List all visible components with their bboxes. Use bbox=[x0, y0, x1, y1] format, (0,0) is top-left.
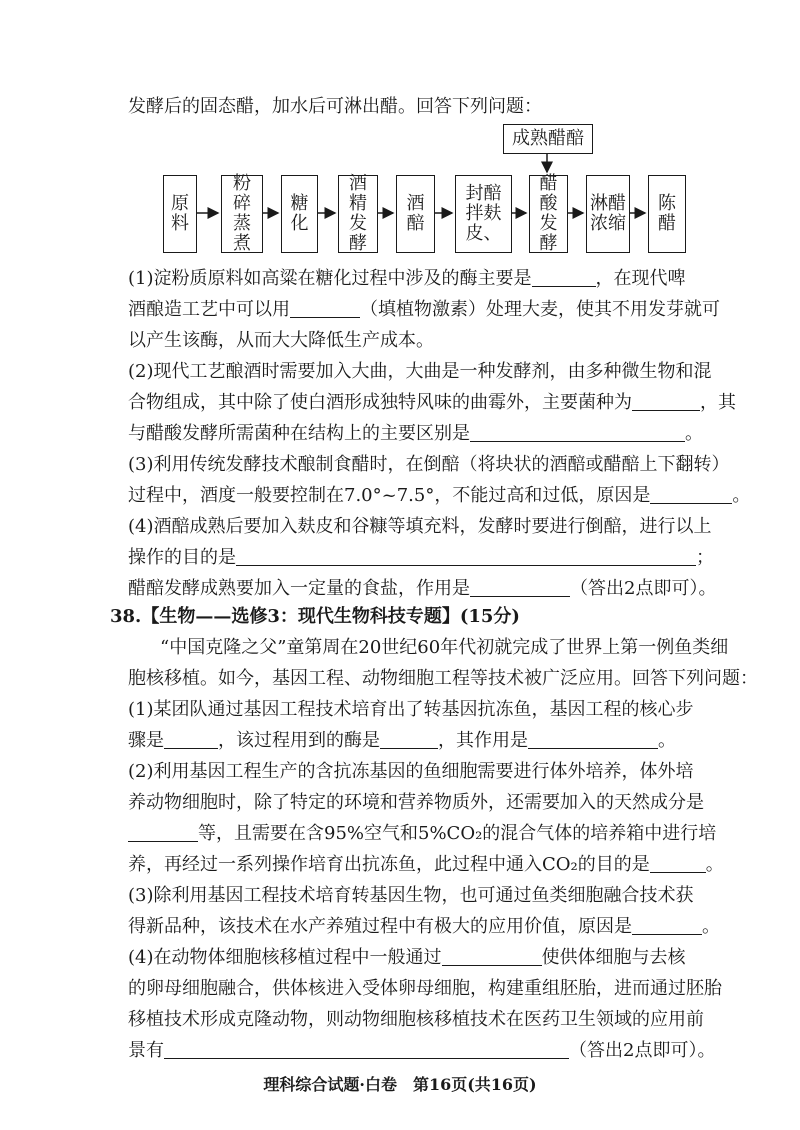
q37-p2-line1: (2)现代工艺酿酒时需要加入大曲，大曲是一种发酵剂，由多种微生物和混 bbox=[128, 361, 712, 382]
answer-blank[interactable] bbox=[380, 730, 438, 749]
q37-p4-line2: 操作的目的是 ； bbox=[128, 547, 714, 568]
flow-step-acetic-ferment: 醋酸发酵 bbox=[529, 175, 568, 253]
answer-blank[interactable] bbox=[650, 854, 706, 873]
answer-blank[interactable] bbox=[470, 423, 685, 442]
page-footer: 理科综合试题·白卷 第16页(共16页) bbox=[263, 1075, 537, 1094]
q37-p1-line2: 酒酿造工艺中可以用 （填植物激素）处理大麦，使其不用发芽就可 bbox=[128, 299, 720, 320]
q38-intro-line2: 胞核移植。如今，基因工程、动物细胞工程等技术被广泛应用。回答下列问题： bbox=[128, 668, 758, 689]
q37-p3-line2: 过程中，酒度一般要控制在7.0°~7.5°，不能过高和过低，原因是 。 bbox=[128, 485, 751, 506]
q37-p1-line3: 以产生该酶，从而大大降低生产成本。 bbox=[128, 330, 434, 351]
answer-blank[interactable] bbox=[128, 823, 198, 842]
q38-p1-line1: (1)某团队通过基因工程技术培育出了转基因抗冻鱼，基因工程的核心步 bbox=[128, 699, 694, 720]
q38-p4-line4: 景有 （答出2点即可）。 bbox=[128, 1040, 716, 1061]
q38-intro-line1: “中国克隆之父”童第周在20世纪60年代初就完成了世界上第一例鱼类细 bbox=[160, 637, 729, 658]
intro-line: 发酵后的固态醋，加水后可淋出醋。回答下列问题： bbox=[128, 96, 542, 117]
answer-blank[interactable] bbox=[164, 1040, 569, 1059]
flow-step-alcohol-ferment: 酒精发酵 bbox=[338, 175, 378, 253]
answer-blank[interactable] bbox=[532, 268, 596, 287]
answer-blank[interactable] bbox=[632, 392, 700, 411]
q38-p2-line1: (2)利用基因工程生产的含抗冻基因的鱼细胞需要进行体外培养，体外培 bbox=[128, 761, 694, 782]
q37-p4-line3: 醋醅发酵成熟要加入一定量的食盐，作用是 （答出2点即可）。 bbox=[128, 578, 717, 599]
answer-blank[interactable] bbox=[470, 578, 570, 597]
q38-p1-line2: 骤是 ，该过程用到的酶是 ，其作用是 。 bbox=[128, 730, 676, 751]
flow-top-box: 成熟醋醅 bbox=[503, 124, 593, 154]
answer-blank[interactable] bbox=[164, 730, 218, 749]
flow-step-leach-concentrate: 淋醋浓缩 bbox=[586, 175, 630, 253]
answer-blank[interactable] bbox=[632, 916, 702, 935]
q38-p4-line1: (4)在动物体细胞核移植过程中一般通过 使供体细胞与去核 bbox=[128, 947, 686, 968]
q37-p4-line1: (4)酒醅成熟后要加入麸皮和谷糠等填充料，发酵时要进行倒醅，进行以上 bbox=[128, 516, 712, 537]
q37-p2-line2: 合物组成，其中除了使白酒形成独特风味的曲霉外，主要菌种为 ，其 bbox=[128, 392, 736, 413]
flow-step-wine-mash: 酒醅 bbox=[396, 175, 435, 253]
q38-p2-line3: 等，且需要在含95%空气和5%CO₂的混合气体的培养箱中进行培 bbox=[128, 822, 716, 846]
q38-p3-line1: (3)除利用基因工程技术培育转基因生物，也可通过鱼类细胞融合技术获 bbox=[128, 885, 694, 906]
flow-step-raw: 原料 bbox=[163, 175, 197, 253]
q38-p4-line3: 移植技术形成克隆动物，则动物细胞核移植技术在医药卫生领域的应用前 bbox=[128, 1009, 704, 1030]
q37-p1-line1: (1)淀粉质原料如高粱在糖化过程中涉及的酶主要是 ，在现代啤 bbox=[128, 268, 686, 289]
answer-blank[interactable] bbox=[290, 299, 360, 318]
flow-step-aged-vinegar: 陈醋 bbox=[648, 175, 686, 253]
answer-blank[interactable] bbox=[650, 485, 732, 504]
flow-step-seal-bran: 封醅拌麸皮、 bbox=[455, 175, 512, 253]
answer-blank[interactable] bbox=[528, 730, 658, 749]
flow-step-saccharify: 糖化 bbox=[281, 175, 318, 253]
q38-p3-line2: 得新品种，该技术在水产养殖过程中有极大的应用价值，原因是 。 bbox=[128, 916, 720, 937]
flow-step-crush: 粉碎蒸煮 bbox=[221, 175, 263, 253]
q37-p3-line1: (3)利用传统发酵技术酿制食醋时，在倒醅（将块状的酒醅或醋醅上下翻转） bbox=[128, 454, 730, 475]
q38-p2-line2: 养动物细胞时，除了特定的环境和营养物质外，还需要加入的天然成分是 bbox=[128, 792, 704, 813]
q38-p4-line2: 的卵母细胞融合，供体核进入受体卵母细胞，构建重组胚胎，进而通过胚胎 bbox=[128, 978, 722, 999]
q38-heading: 38.【生物——选修3：现代生物科技专题】(15分) bbox=[110, 606, 520, 627]
answer-blank[interactable] bbox=[236, 547, 696, 566]
q38-p2-line4: 养，再经过一系列操作培育出抗冻鱼，此过程中通入CO₂的目的是 。 bbox=[128, 854, 724, 875]
q37-p2-line3: 与醋酸发酵所需菌种在结构上的主要区别是 。 bbox=[128, 423, 703, 444]
answer-blank[interactable] bbox=[442, 947, 542, 966]
